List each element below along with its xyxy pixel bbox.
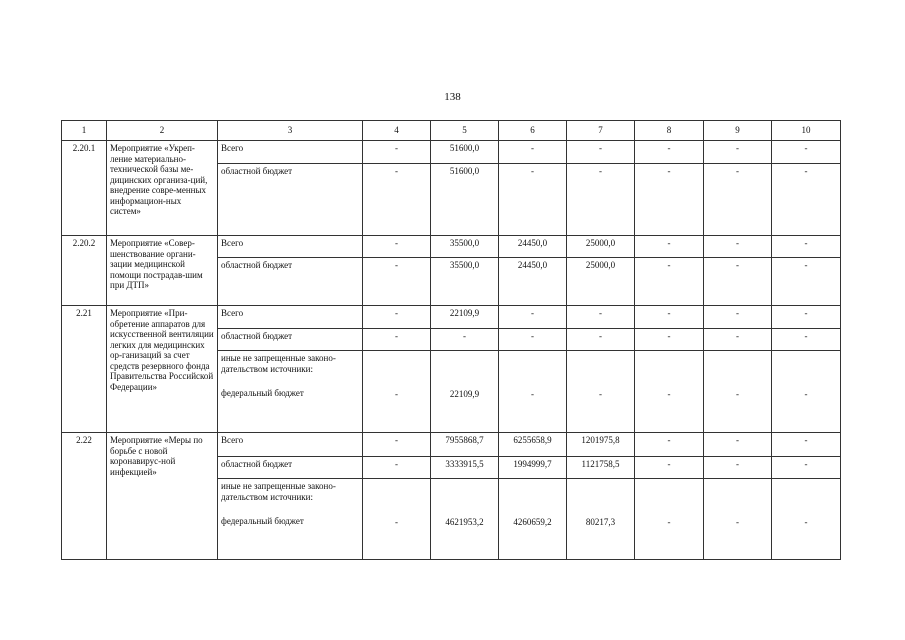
value-cell: 6255658,9 xyxy=(499,433,567,457)
row-name: Мероприятие «Меры по борьбе с новой коронавирус-ной инфекцией» xyxy=(107,433,218,560)
value-cell: 22109,9 xyxy=(431,306,499,329)
value-cell: 51600,0 xyxy=(431,164,499,236)
row-code: 2.20.2 xyxy=(62,236,107,306)
source-label: федеральный бюджет xyxy=(221,388,304,398)
value-cell: - xyxy=(772,306,841,329)
source-cell: Всего xyxy=(218,306,363,329)
value-cell: - xyxy=(704,433,772,457)
value-cell: - xyxy=(772,433,841,457)
value-cell: 51600,0 xyxy=(431,141,499,164)
value-cell: - xyxy=(704,164,772,236)
source-cell: областной бюджет xyxy=(218,329,363,351)
value-cell: 1121758,5 xyxy=(567,457,635,479)
value-cell: - xyxy=(704,306,772,329)
row-code: 2.22 xyxy=(62,433,107,560)
value-cell: 22109,9 xyxy=(431,351,499,433)
value-cell: - xyxy=(635,479,704,560)
value-cell: - xyxy=(431,329,499,351)
source-cell: областной бюджет xyxy=(218,164,363,236)
value-cell: - xyxy=(363,236,431,258)
value-cell: 4260659,2 xyxy=(499,479,567,560)
value-cell: - xyxy=(772,457,841,479)
value-cell: - xyxy=(363,479,431,560)
header-cell: 3 xyxy=(218,121,363,141)
value-cell: - xyxy=(567,351,635,433)
value-cell: - xyxy=(635,306,704,329)
value-cell: - xyxy=(499,306,567,329)
value-cell: - xyxy=(772,164,841,236)
header-cell: 6 xyxy=(499,121,567,141)
source-label: федеральный бюджет xyxy=(221,516,304,526)
value-cell: - xyxy=(363,258,431,306)
source-cell: Всего xyxy=(218,433,363,457)
value-cell: - xyxy=(704,351,772,433)
value-cell: - xyxy=(635,141,704,164)
source-group-label: иные не запрещенные законо-дательством источники: xyxy=(221,353,336,374)
value-cell: - xyxy=(772,236,841,258)
value-cell: 7955868,7 xyxy=(431,433,499,457)
row-name: Мероприятие «Совер-шенствование органи-зации медицинской помощи пострадав-шим при ДТП» xyxy=(107,236,218,306)
header-cell: 1 xyxy=(62,121,107,141)
value-cell: - xyxy=(704,479,772,560)
header-cell: 7 xyxy=(567,121,635,141)
value-cell: 4621953,2 xyxy=(431,479,499,560)
source-cell: областной бюджет xyxy=(218,457,363,479)
budget-table xyxy=(61,120,841,560)
value-cell: - xyxy=(499,351,567,433)
value-cell: - xyxy=(499,329,567,351)
value-cell: - xyxy=(363,141,431,164)
value-cell: - xyxy=(635,457,704,479)
value-cell: 35500,0 xyxy=(431,236,499,258)
source-cell xyxy=(218,479,363,560)
source-group-label: иные не запрещенные законо-дательством источники: xyxy=(221,481,336,502)
value-cell: - xyxy=(363,433,431,457)
value-cell: - xyxy=(567,306,635,329)
value-cell: - xyxy=(363,306,431,329)
value-cell: - xyxy=(635,164,704,236)
table-row xyxy=(62,236,841,258)
table-row xyxy=(62,306,841,329)
value-cell: 3333915,5 xyxy=(431,457,499,479)
source-cell: Всего xyxy=(218,236,363,258)
value-cell: - xyxy=(499,164,567,236)
header-cell: 4 xyxy=(363,121,431,141)
value-cell: - xyxy=(635,236,704,258)
header-cell: 9 xyxy=(704,121,772,141)
value-cell: 25000,0 xyxy=(567,258,635,306)
value-cell: - xyxy=(635,329,704,351)
value-cell: - xyxy=(635,351,704,433)
value-cell: - xyxy=(635,433,704,457)
value-cell: - xyxy=(704,236,772,258)
value-cell: - xyxy=(772,479,841,560)
value-cell: - xyxy=(772,329,841,351)
header-cell: 5 xyxy=(431,121,499,141)
value-cell: - xyxy=(772,258,841,306)
value-cell: - xyxy=(704,258,772,306)
value-cell: - xyxy=(363,164,431,236)
value-cell: 24450,0 xyxy=(499,258,567,306)
value-cell: 24450,0 xyxy=(499,236,567,258)
value-cell: - xyxy=(635,258,704,306)
source-cell: областной бюджет xyxy=(218,258,363,306)
value-cell: - xyxy=(363,351,431,433)
source-cell xyxy=(218,351,363,433)
page-number: 138 xyxy=(444,91,461,103)
value-cell: - xyxy=(704,457,772,479)
value-cell: - xyxy=(772,351,841,433)
value-cell: - xyxy=(567,141,635,164)
value-cell: - xyxy=(704,329,772,351)
row-code: 2.20.1 xyxy=(62,141,107,236)
row-code: 2.21 xyxy=(62,306,107,433)
header-cell: 10 xyxy=(772,121,841,141)
value-cell: - xyxy=(363,457,431,479)
value-cell: 1201975,8 xyxy=(567,433,635,457)
value-cell: 1994999,7 xyxy=(499,457,567,479)
value-cell: - xyxy=(567,329,635,351)
value-cell: - xyxy=(567,164,635,236)
value-cell: - xyxy=(499,141,567,164)
source-cell: Всего xyxy=(218,141,363,164)
table-row xyxy=(62,433,841,457)
value-cell: 35500,0 xyxy=(431,258,499,306)
value-cell: 25000,0 xyxy=(567,236,635,258)
header-cell: 8 xyxy=(635,121,704,141)
row-name: Мероприятие «Укреп-ление материально-технической базы ме-дицинских организа-ций, внедрение совре-менных информацион-ных систем» xyxy=(107,141,218,236)
value-cell: 80217,3 xyxy=(567,479,635,560)
value-cell: - xyxy=(772,141,841,164)
header-row xyxy=(62,121,841,141)
header-cell: 2 xyxy=(107,121,218,141)
table-row xyxy=(62,141,841,164)
row-name: Мероприятие «При-обретение аппаратов для искусственной вентиляции легких для медицинских ор-ганизаций за счет средств резервного фонда Правительства Российской Федерации» xyxy=(107,306,218,433)
value-cell: - xyxy=(704,141,772,164)
value-cell: - xyxy=(363,329,431,351)
